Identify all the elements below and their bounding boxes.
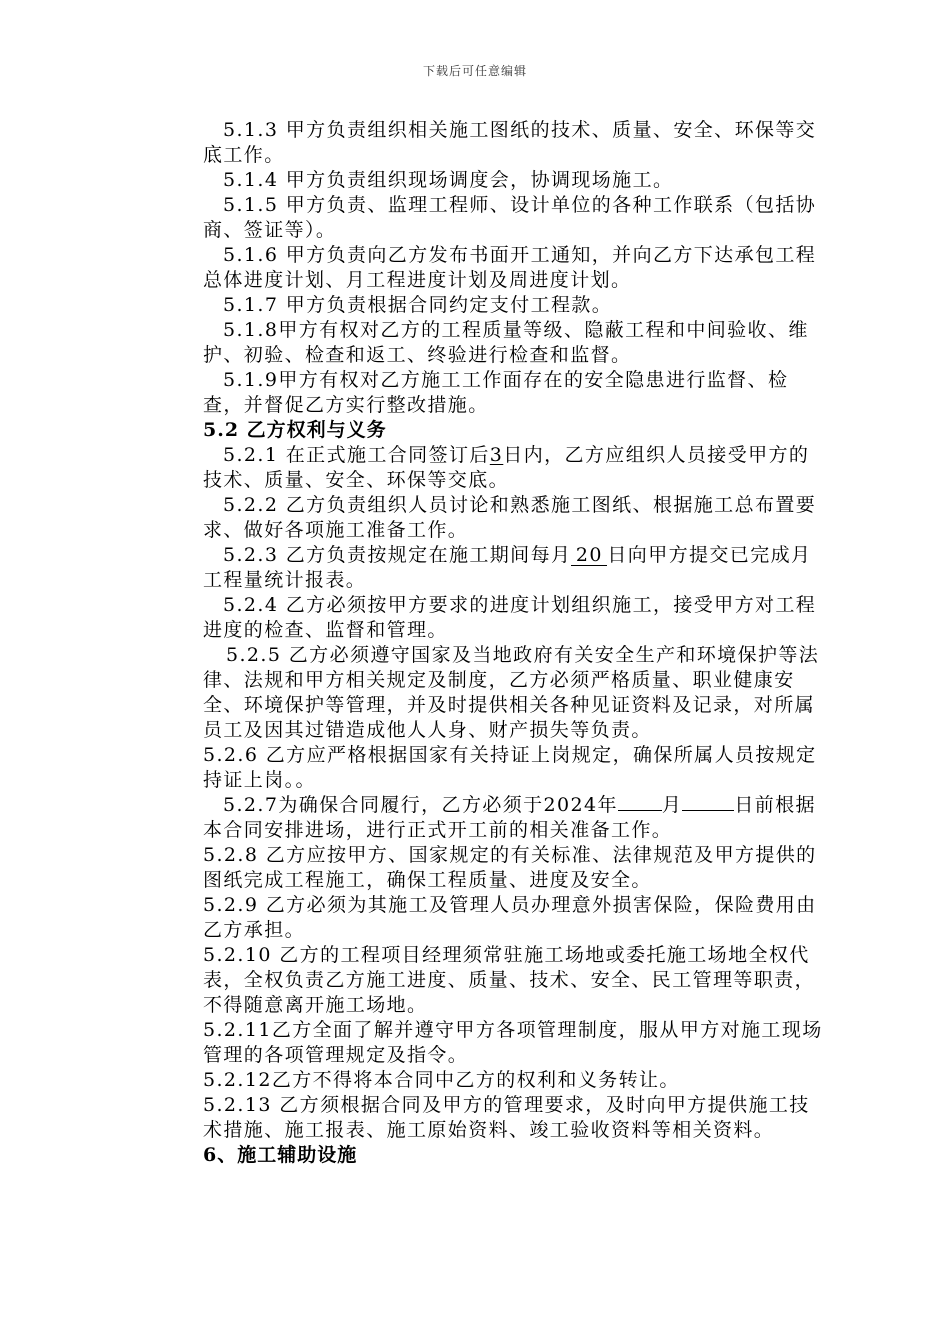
- clause-5-2-2: 5.2.2 乙方负责组织人员讨论和熟悉施工图纸、根据施工总布置要求、做好各项施工准备工作。: [203, 494, 817, 541]
- clause-5-2-3-text-after: 日向甲方提交已完成月工程量统计报表。: [203, 544, 812, 591]
- clause-5-2-5: 5.2.5 乙方必须遵守国家及当地政府有关安全生产和环境保护等法律、法规和甲方相关规定及制度，乙方必须严格质量、职业健康安全、环境保护等管理，并及时提供相关各种见证资料及记录，对所属员工及因其过错造成他人人身、财产损失等负责。: [203, 644, 820, 741]
- clause-5-2-11: 5.2.11乙方全面了解并遵守甲方各项管理制度，服从甲方对施工现场管理的各项管理规定及指令。: [203, 1019, 823, 1066]
- clause-5-2-6: 5.2.6 乙方应严格根据国家有关持证上岗规定，确保所属人员按规定持证上岗。。: [203, 744, 817, 791]
- clause-5-2-7-day-blank: [682, 810, 734, 811]
- clause-5-2-4: 5.2.4 乙方必须按甲方要求的进度计划组织施工，接受甲方对工程进度的检查、监督和管理。: [203, 594, 817, 641]
- clause-5-2-9: 5.2.9 乙方必须为其施工及管理人员办理意外损害保险，保险费用由乙方承担。: [203, 894, 817, 941]
- clause-5-2-7-text-after: 前根据本合同安排进场，进行正式开工前的相关准备工作。: [203, 794, 816, 841]
- clause-5-2-7-day-unit: 日: [734, 794, 755, 816]
- clause-5-2-8: 5.2.8 乙方应按甲方、国家规定的有关标准、法律规范及甲方提供的图纸完成工程施工，确保工程质量、进度及安全。: [203, 844, 817, 891]
- clause-5-2-1: [203, 443, 828, 493]
- clause-5-1-6: 5.1.6 甲方负责向乙方发布书面开工通知，并向乙方下达承包工程总体进度计划、月工程进度计划及周进度计划。: [203, 244, 817, 291]
- clause-5-2-7-text-before: 5.2.7为确保合同履行，乙方必须于2024年: [223, 794, 618, 816]
- clause-5-2-7-month-blank: [618, 810, 662, 811]
- clause-5-1-7: 5.1.7 甲方负责根据合同约定支付工程款。: [223, 294, 613, 316]
- clause-5-2-7: [203, 793, 828, 843]
- clause-5-2-3-day-value: 20: [571, 546, 607, 566]
- clause-5-1-5: 5.1.5 甲方负责、监理工程师、设计单位的各种工作联系（包括协商、签证等）。: [203, 194, 817, 241]
- clause-5-2-1-text-before: 5.2.1 在正式施工合同签订后: [223, 444, 490, 466]
- clause-5-2-13: 5.2.13 乙方须根据合同及甲方的管理要求，及时向甲方提供施工技术措施、施工报表、施工原始资料、竣工验收资料等相关资料。: [203, 1094, 810, 1141]
- clause-5-1-9: 5.1.9甲方有权对乙方施工工作面存在的安全隐患进行监督、检查，并督促乙方实行整改措施。: [203, 369, 789, 416]
- clause-5-2-3-text-before: 5.2.3 乙方负责按规定在施工期间每月: [223, 544, 572, 566]
- clause-5-2-7-month-unit: 月: [661, 794, 683, 816]
- clause-5-2-12: 5.2.12乙方不得将本合同中乙方的权利和义务转让。: [203, 1069, 680, 1091]
- section-heading-5-2: 5.2 乙方权利与义务: [203, 419, 387, 441]
- clause-5-1-4: 5.1.4 甲方负责组织现场调度会，协调现场施工。: [223, 169, 674, 191]
- clause-5-2-3: [203, 543, 828, 593]
- clause-5-2-10: 5.2.10 乙方的工程项目经理须常驻施工场地或委托施工场地全权代表，全权负责乙方施工进度、质量、技术、安全、民工管理等职责，不得随意离开施工场地。: [203, 944, 816, 1016]
- page-header-note: 下载后可任意编辑: [422, 64, 527, 78]
- clause-5-2-1-days-value: 3: [489, 444, 504, 466]
- clause-5-2-1-text-after: 日内，乙方应组织人员接受甲方的技术、质量、安全、环保等交底。: [203, 444, 810, 491]
- document-body: [203, 118, 828, 1168]
- clause-5-1-3: 5.1.3 甲方负责组织相关施工图纸的技术、质量、安全、环保等交底工作。: [203, 119, 817, 166]
- section-heading-6: 6、施工辅助设施: [203, 1144, 358, 1166]
- clause-5-1-8: 5.1.8甲方有权对乙方的工程质量等级、隐蔽工程和中间验收、维护、初验、检查和返工、终验进行检查和监督。: [203, 319, 809, 366]
